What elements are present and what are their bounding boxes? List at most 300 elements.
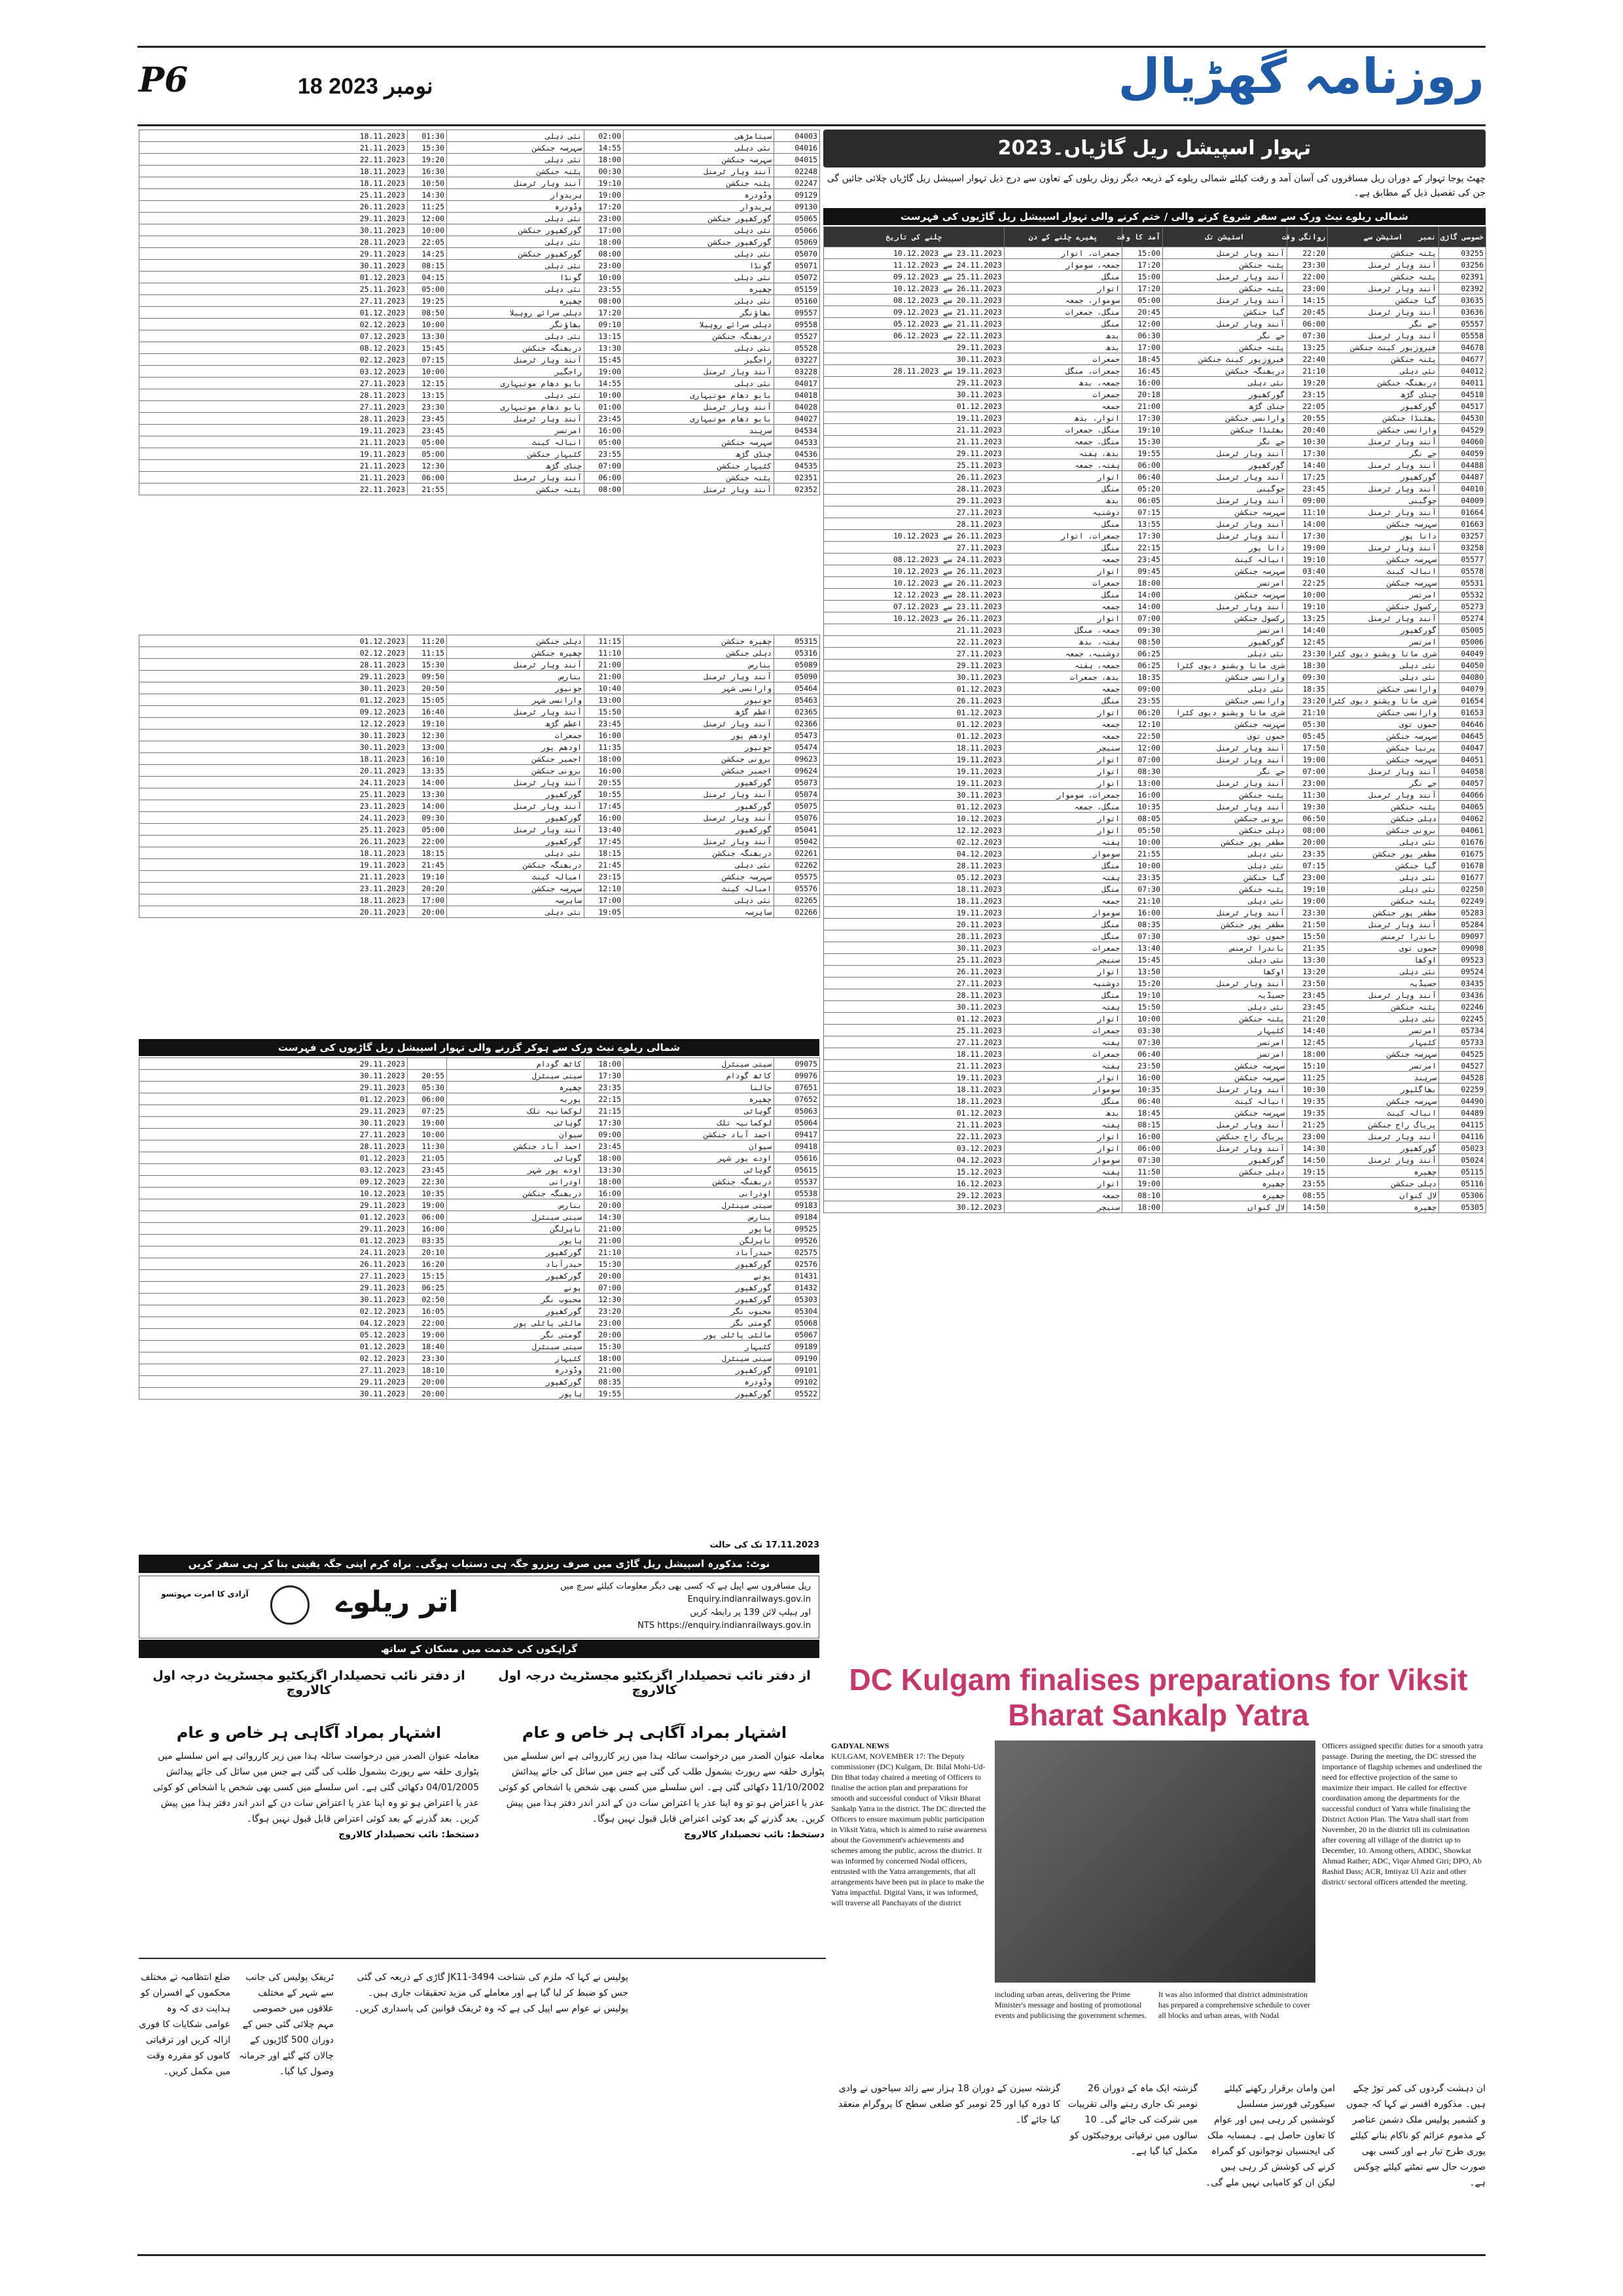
table-cell: وارانسی جنکشن [1328, 683, 1439, 695]
table-cell: 21:05 [408, 1152, 447, 1164]
table-row [139, 366, 820, 378]
table-cell: 12.12.2023 [139, 718, 408, 730]
table-cell: 09624 [774, 765, 820, 777]
table-cell: 01.12.2023 [139, 1211, 408, 1223]
table-cell: اودھم پور [624, 730, 774, 741]
table-cell: جونپور [624, 741, 774, 753]
table-cell: 05:00 [584, 436, 624, 448]
table-cell: سیتی سینٹرل [624, 1199, 774, 1211]
table-cell: 06:40 [1122, 1048, 1163, 1060]
table-row [824, 612, 1486, 624]
table-cell: جمعہ [1005, 730, 1122, 742]
table-cell: 28.11.2023 [824, 989, 1005, 1001]
table-cell: 08:00 [584, 295, 624, 307]
table-cell: ہاپور [447, 1235, 584, 1246]
table-cell: 07:00 [1122, 754, 1163, 766]
table-cell: جمعہ، ہفتہ [1005, 660, 1122, 671]
table-cell: 09418 [774, 1140, 820, 1152]
table-row [139, 472, 820, 484]
table-cell: 19:20 [408, 154, 447, 166]
table-cell: 10:40 [584, 682, 624, 694]
table-row [139, 460, 820, 472]
table-cell: 26.11.2023 [139, 1258, 408, 1270]
table-cell: فیروزپور کینٹ جنکشن [1163, 353, 1287, 365]
table-cell: گیا جنکشن [1328, 860, 1439, 872]
table-cell: آنند وہار ٹرمنل [1163, 801, 1287, 813]
table-cell: 11:20 [408, 635, 447, 647]
table-cell: 05463 [774, 694, 820, 706]
table-cell: 05:45 [1287, 730, 1328, 742]
table-row [139, 894, 820, 906]
table-cell: سوموار [1005, 1154, 1122, 1166]
table-cell: 15:50 [1287, 930, 1328, 942]
table-cell: 07:00 [1122, 612, 1163, 624]
table-cell: 08:00 [1287, 824, 1328, 836]
table-cell: 10:00 [584, 272, 624, 283]
table-cell: 15:15 [408, 1270, 447, 1282]
table-cell: آنند وہار ٹرمنل [1163, 471, 1287, 483]
table-cell: 08:35 [1122, 919, 1163, 930]
table-cell: آنند وہار ٹرمنل [1328, 306, 1439, 318]
left-schedule-b-table [139, 635, 820, 918]
table-cell: 28.11.2023 [824, 930, 1005, 942]
table-row [824, 930, 1486, 942]
table-cell: 05274 [1439, 612, 1486, 624]
table-cell: 18.11.2023 [824, 883, 1005, 895]
table-cell: 22.11.2023 [139, 484, 408, 495]
table-cell: 09190 [774, 1352, 820, 1364]
table-row [824, 459, 1486, 471]
table-cell: 23:30 [1287, 648, 1328, 660]
table-row [139, 354, 820, 366]
table-cell: 05528 [774, 342, 820, 354]
table-cell: 19:00 [584, 189, 624, 201]
table-cell: 01.12.2023 [139, 1235, 408, 1246]
table-row [139, 741, 820, 753]
table-row [139, 1058, 820, 1070]
table-cell: 09:10 [584, 319, 624, 330]
table-cell: 25.11.2023 [139, 189, 408, 201]
table-cell: سہرسہ جنکشن [624, 436, 774, 448]
table-cell: کٹیہار [624, 1341, 774, 1352]
table-cell: برونی جنکشن [1163, 813, 1287, 824]
table-cell: پٹنہ جنکشن [1163, 789, 1287, 801]
table-cell: 18:00 [584, 1176, 624, 1188]
table-row [139, 177, 820, 189]
table-cell: آنند وہار ٹرمنل [1328, 330, 1439, 342]
table-cell: 09558 [774, 319, 820, 330]
bottom-column-6: ٹریفک پولیس کی جانب سے شہر کے مختلف علاقوں میں خصوصی مہم چلائی گئی جس کے دوران 500 گاڑیوں کے چالان کئے گئے اور جرمانہ وصول کیا گیا۔ [239, 1972, 334, 2077]
table-cell: 07:30 [1287, 330, 1328, 342]
table-cell: نئی دہلی [447, 130, 584, 142]
table-row [824, 554, 1486, 565]
table-cell: گورکھپور [447, 1376, 584, 1388]
table-cell: جمعرات، منگل [1005, 365, 1122, 377]
table-cell: برونی جنکشن [1328, 824, 1439, 836]
table-cell: 09.12.2023 [139, 1176, 408, 1188]
table-cell: 18:00 [584, 1058, 624, 1070]
table-cell: سہرسہ جنکشن [1328, 730, 1439, 742]
table-cell: 09417 [774, 1129, 820, 1140]
table-cell: 04489 [1439, 1107, 1486, 1119]
table-cell: امرتسر [1328, 1025, 1439, 1036]
table-cell: 04530 [1439, 412, 1486, 424]
table-cell: 11:30 [1287, 789, 1328, 801]
table-cell: 30.11.2023 [139, 1117, 408, 1129]
table-cell: 30.11.2023 [824, 1001, 1005, 1013]
table-row [824, 424, 1486, 436]
table-row [139, 1376, 820, 1388]
table-cell: 15:50 [584, 706, 624, 718]
table-cell: ہفتہ [1005, 1036, 1122, 1048]
table-cell: پوربہ [447, 1093, 584, 1105]
table-cell: 13:30 [584, 342, 624, 354]
table-cell: 06:00 [1122, 1142, 1163, 1154]
table-cell: 10:55 [584, 788, 624, 800]
table-cell: 23:00 [584, 213, 624, 224]
table-cell: 21.11.2023 [139, 871, 408, 883]
table-cell: لوکمانیہ تلک [624, 1117, 774, 1129]
table-cell: 16:00 [584, 812, 624, 824]
table-cell: 17:00 [408, 894, 447, 906]
table-cell: 02265 [774, 894, 820, 906]
table-cell: 08:35 [584, 1376, 624, 1388]
table-cell: اودے پور شہر [624, 1152, 774, 1164]
table-cell: 19:15 [1287, 1166, 1328, 1178]
left-schedule-c-body [139, 1058, 820, 1400]
table-cell: 02:50 [408, 1294, 447, 1305]
table-cell: 16:00 [584, 730, 624, 741]
table-row [139, 436, 820, 448]
table-cell: جمعہ [1005, 718, 1122, 730]
table-cell: اتوار [1005, 777, 1122, 789]
table-cell: 10:00 [1122, 1013, 1163, 1025]
table-cell: منگل [1005, 271, 1122, 283]
table-cell: منگل، جمعرات [1005, 424, 1122, 436]
table-cell: چنڈی گڑھ [447, 460, 584, 472]
table-cell: سوموار [1005, 848, 1122, 860]
table-row [139, 248, 820, 260]
table-row [139, 777, 820, 788]
table-cell: نئی دہلی [447, 283, 584, 295]
table-cell: گوہاٹی [624, 1105, 774, 1117]
table-cell: 29.11.2023 [139, 671, 408, 682]
table-cell: 29.12.2023 [824, 1190, 1005, 1201]
table-row [139, 307, 820, 319]
table-cell: 19:35 [1287, 1095, 1328, 1107]
table-cell: ساہرسہ [447, 894, 584, 906]
table-cell: رکسول جنکشن [1163, 612, 1287, 624]
table-cell: 04536 [774, 448, 820, 460]
table-cell: جموں توی [1328, 942, 1439, 954]
table-cell: 01663 [1439, 518, 1486, 530]
table-row [824, 377, 1486, 389]
notice-2-office: از دفتر نائب تحصیلدار اگزیکٹیو مجسٹریٹ درجہ اول کالاروچ [498, 1669, 811, 1697]
table-cell: 16:00 [1122, 1072, 1163, 1084]
table-cell: کٹیہار جنکشن [624, 460, 774, 472]
table-cell: جے نگر [1163, 766, 1287, 777]
table-cell: بابو دھام موتیہاری [447, 378, 584, 389]
table-cell: 04047 [1439, 742, 1486, 754]
table-cell: 21:00 [584, 659, 624, 671]
table-cell: 01653 [1439, 707, 1486, 718]
news-column-2: including urban areas, delivering the Prime Minister's message and hosting of promotional events and publicising the government schemes. [995, 1990, 1147, 2020]
table-cell: آنند وہار ٹرمنل [447, 777, 584, 788]
table-row [824, 1025, 1486, 1036]
table-cell: 05:00 [1122, 294, 1163, 306]
table-cell: 21:15 [584, 1105, 624, 1117]
table-cell: نئی دہلی [447, 906, 584, 918]
table-cell: 22:40 [1287, 353, 1328, 365]
table-cell: اتوار [1005, 707, 1122, 718]
footer-rule [137, 2254, 1486, 2256]
table-cell: چھپرہ [1328, 1166, 1439, 1178]
table-row [824, 695, 1486, 707]
table-cell: بدھ، جمعرات [1005, 671, 1122, 683]
table-cell: 23:15 [584, 871, 624, 883]
table-cell: 12:45 [1287, 636, 1328, 648]
table-cell: 05284 [1439, 919, 1486, 930]
table-cell: 27.11.2023 [824, 978, 1005, 989]
table-cell: 19:00 [1287, 542, 1328, 554]
table-cell: بدھ [1005, 330, 1122, 342]
table-cell: دربھنگہ جنکشن [447, 859, 584, 871]
table-cell: بنارس [624, 1211, 774, 1223]
table-cell: 13:30 [408, 788, 447, 800]
table-cell: سہرسہ جنکشن [1328, 1095, 1439, 1107]
table-cell: آنند وہار ٹرمنل [1328, 459, 1439, 471]
table-cell: جمعرات، اتوار [1005, 247, 1122, 259]
table-cell: 10:00 [1122, 860, 1163, 872]
table-cell: راجگیر [447, 366, 584, 378]
enquiry-text [497, 1580, 811, 1633]
table-cell: 12:30 [408, 460, 447, 472]
table-cell: سہرسہ جنکشن [1328, 577, 1439, 589]
table-row [824, 1013, 1486, 1025]
table-cell: امرتسر [1163, 624, 1287, 636]
table-cell: بھاگلپور [1328, 1084, 1439, 1095]
table-cell: مظفر پور جنکشن [1328, 848, 1439, 860]
table-cell: 07:30 [1122, 930, 1163, 942]
table-cell: 29.11.2023 [824, 377, 1005, 389]
table-row [139, 1199, 820, 1211]
left-subtitle: شمالی ریلوے نیٹ ورک سے ہوکر گزرنے والی تہوار اسپیشل ریل گاڑیوں کی فہرست [139, 1039, 819, 1056]
masthead: روزنامہ گھڑیال [1118, 48, 1484, 105]
table-cell: 15:30 [584, 1341, 624, 1352]
table-row [824, 907, 1486, 919]
table-cell: گورکھپور [1163, 1154, 1287, 1166]
table-cell: 27.11.2023 [139, 1364, 408, 1376]
table-cell: 05067 [774, 1329, 820, 1341]
table-cell: 17:20 [584, 307, 624, 319]
table-cell: 23:30 [408, 401, 447, 413]
table-cell: 02247 [774, 177, 820, 189]
table-cell: 06:00 [408, 472, 447, 484]
table-cell: 19.11.2023 [139, 425, 408, 436]
table-cell: آنند وہار ٹرمنل [1328, 789, 1439, 801]
table-cell: اعظم گڑھ [447, 718, 584, 730]
table-cell: 01.12.2023 [824, 1013, 1005, 1025]
table-row [824, 860, 1486, 872]
column-header: آمد کا وقت [1122, 227, 1163, 247]
table-cell: دہلی سرائے روہیلا [447, 307, 584, 319]
table-cell: 23.11.2023 [139, 800, 408, 812]
table-row [139, 824, 820, 836]
table-cell: 09525 [774, 1223, 820, 1235]
table-cell: جونپور [624, 694, 774, 706]
table-cell: جے نگر [1328, 777, 1439, 789]
table-cell: 14:15 [1287, 294, 1328, 306]
table-row [824, 1107, 1486, 1119]
table-cell: 21:45 [584, 859, 624, 871]
table-cell: 05575 [774, 871, 820, 883]
table-row [139, 236, 820, 248]
table-cell: گورکھپور [1328, 471, 1439, 483]
table-cell: اودے پور شہر [447, 1164, 584, 1176]
table-cell: منگل [1005, 883, 1122, 895]
table-cell: 23:30 [1287, 259, 1328, 271]
table-row [139, 342, 820, 354]
table-cell: حیدرآباد [447, 1258, 584, 1270]
table-cell: اودرانی [447, 1176, 584, 1188]
table-row [824, 353, 1486, 365]
table-cell: 19:55 [584, 1388, 624, 1400]
table-cell: 03636 [1439, 306, 1486, 318]
table-cell: 13:20 [1287, 966, 1328, 978]
table-row [824, 895, 1486, 907]
table-cell: گورکھپور [447, 812, 584, 824]
table-cell: دہلی سرائے روہیلا [624, 319, 774, 330]
table-cell: 23:00 [1287, 777, 1328, 789]
table-row [824, 330, 1486, 342]
table-cell: 01.12.2023 [824, 1107, 1005, 1119]
table-cell: 04057 [1439, 777, 1486, 789]
table-cell: پٹنہ جنکشن [1328, 271, 1439, 283]
table-cell: آنند وہار ٹرمنل [447, 472, 584, 484]
table-cell: گورکھپور جنکشن [447, 248, 584, 260]
table-row [824, 707, 1486, 718]
table-cell: اتوار [1005, 612, 1122, 624]
table-cell: 01.12.2023 [139, 1341, 408, 1352]
table-cell: 01.12.2023 [824, 730, 1005, 742]
table-cell: آنند وہار ٹرمنل [1328, 612, 1439, 624]
table-cell: 20:00 [408, 1388, 447, 1400]
table-cell: 12:45 [1287, 1036, 1328, 1048]
table-cell: سنیچر [1005, 1201, 1122, 1213]
table-cell: ہریدوار [447, 189, 584, 201]
date-word: 18 نومبر [298, 74, 433, 99]
table-cell: آنند وہار ٹرمنل [1328, 919, 1439, 930]
table-cell: 05577 [1439, 554, 1486, 565]
table-cell: 07:30 [1122, 883, 1163, 895]
right-schedule-table [823, 226, 1486, 1213]
table-cell: سنیچر [1005, 742, 1122, 754]
table-cell: 18.11.2023 [139, 847, 408, 859]
table-cell: 30.11.2023 [139, 224, 408, 236]
table-cell: جمعرات [1005, 577, 1122, 589]
table-cell: منگل [1005, 483, 1122, 495]
table-cell: چھپرہ [624, 283, 774, 295]
left-schedule-a-table [139, 130, 820, 495]
table-cell: 23.11.2023 سے 10.12.2023 [824, 247, 1005, 259]
table-row [824, 565, 1486, 577]
table-cell: اتوار، بدھ [1005, 412, 1122, 424]
table-cell: گورکھپور [1328, 624, 1439, 636]
table-cell: سرہند [1328, 1072, 1439, 1084]
table-cell: پٹنہ جنکشن [1163, 883, 1287, 895]
table-cell: 04517 [1439, 400, 1486, 412]
enquiry-url[interactable]: NTS https://enquiry.indianrailways.gov.in [637, 1621, 811, 1631]
table-cell: 16:00 [408, 1223, 447, 1235]
table-cell: 05:00 [408, 824, 447, 836]
table-cell: کٹیہار [1328, 1036, 1439, 1048]
table-cell: سوموار [1005, 1084, 1122, 1095]
table-cell: 01432 [774, 1282, 820, 1294]
table-cell: ہفتہ [1005, 1001, 1122, 1013]
table-cell: 04050 [1439, 660, 1486, 671]
table-cell: 05076 [774, 812, 820, 824]
table-cell: آنند وہار ٹرمنل [1163, 1142, 1287, 1154]
table-cell: 23:00 [1287, 283, 1328, 294]
table-cell: 24.11.2023 [139, 812, 408, 824]
table-cell: 26.11.2023 [824, 695, 1005, 707]
table-cell: لوکمانیہ تلک [447, 1105, 584, 1117]
table-cell: سہرسہ جنکشن [1163, 1072, 1287, 1084]
table-cell: 03255 [1439, 247, 1486, 259]
table-cell: 23:15 [1287, 389, 1328, 400]
table-row [139, 1117, 820, 1129]
table-cell: سہرسہ جنکشن [1328, 1048, 1439, 1060]
table-cell: 28.11.2023 [139, 413, 408, 425]
table-cell: 02366 [774, 718, 820, 730]
table-cell: 26.11.2023 سے 10.12.2023 [824, 565, 1005, 577]
table-cell: امرتسر [1163, 577, 1287, 589]
table-cell: 30.11.2023 [139, 730, 408, 741]
table-cell: 21.11.2023 سے 05.12.2023 [824, 318, 1005, 330]
table-cell: آنند وہار ٹرمنل [1328, 766, 1439, 777]
table-cell: 06:00 [408, 1211, 447, 1223]
table-cell: آنند وہار ٹرمنل [1328, 1154, 1439, 1166]
table-cell: 05733 [1439, 1036, 1486, 1048]
table-cell: 05068 [774, 1317, 820, 1329]
table-cell: 01.12.2023 [824, 801, 1005, 813]
table-cell: 05005 [1439, 624, 1486, 636]
table-cell: 18:00 [584, 154, 624, 166]
table-cell: 13:25 [1287, 612, 1328, 624]
table-cell: 26.11.2023 [824, 966, 1005, 978]
table-row [139, 682, 820, 694]
table-cell: منگل [1005, 930, 1122, 942]
table-cell: اتوار [1005, 754, 1122, 766]
table-cell: 21:00 [584, 1235, 624, 1246]
enquiry-line-1: ریل مسافروں سے اپیل ہے کہ کسی بھی دیگر معلومات کیلئے سرچ میں Enquiry.indianrailways.gov.in [560, 1581, 811, 1604]
table-cell: 09184 [774, 1211, 820, 1223]
table-cell: آنند وہار ٹرمنل [1163, 271, 1287, 283]
table-cell: 03:30 [1122, 1025, 1163, 1036]
table-row [824, 389, 1486, 400]
table-row [824, 872, 1486, 883]
table-cell: منگل [1005, 542, 1122, 554]
table-cell: آنند وہار ٹرمنل [1163, 1119, 1287, 1131]
table-cell: آنند وہار ٹرمنل [624, 812, 774, 824]
table-cell: ہفتہ [1005, 1166, 1122, 1178]
table-cell: 20:18 [1122, 389, 1163, 400]
table-cell: 10:00 [1287, 589, 1328, 601]
table-cell: 14:40 [1287, 624, 1328, 636]
table-cell: آنند وہار ٹرمنل [447, 413, 584, 425]
table-cell: 05306 [1439, 1190, 1486, 1201]
table-cell: 07:15 [1122, 506, 1163, 518]
